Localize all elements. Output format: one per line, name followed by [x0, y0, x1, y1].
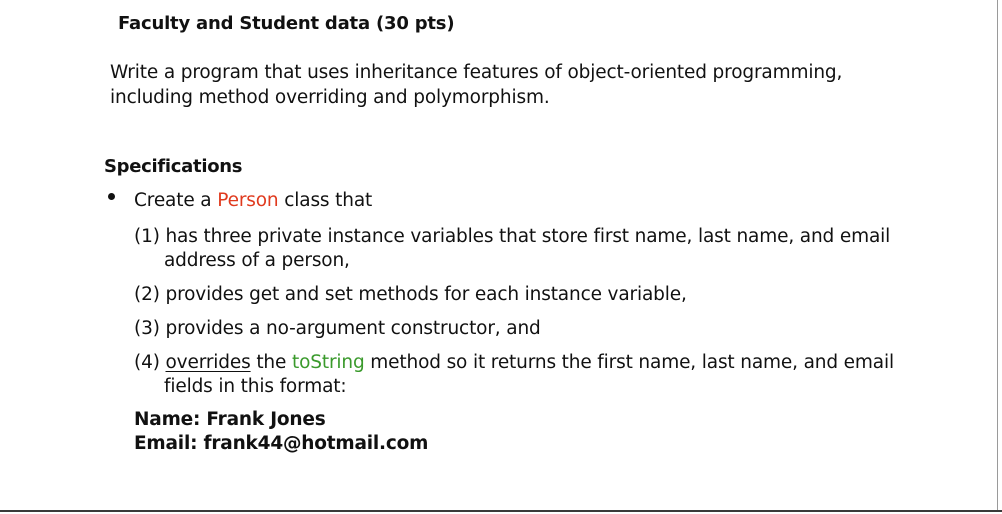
item-4-number: (4)	[134, 352, 166, 373]
sample-name-line: Name: Frank Jones	[134, 409, 326, 430]
sample-email-line: Email: frank44@hotmail.com	[134, 433, 429, 454]
page-bottom-border	[0, 510, 1002, 512]
person-class-name: Person	[217, 190, 279, 211]
bullet-dot-icon	[108, 193, 115, 200]
spec-item-2: (2) provides get and set methods for each instance variable,	[134, 284, 687, 305]
item-4-the: the	[250, 352, 292, 373]
intro-paragraph: Write a program that uses inheritance features of object-oriented programming, including method overriding and polymorphism.	[110, 62, 843, 108]
spec-item-3: (3) provides a no-argument constructor, and	[134, 318, 541, 339]
page-right-border	[997, 0, 998, 512]
bullet-prefix: Create a	[134, 190, 218, 211]
tostring-method-name: toString	[291, 352, 365, 373]
bullet-suffix: class that	[278, 190, 373, 211]
assignment-title: Faculty and Student data (30 pts)	[118, 13, 455, 34]
spec-item-1: (1) has three private instance variables that store first name, last name, and email address of a person,	[134, 226, 891, 271]
item-4-rest: method so it returns the first name, last name, and email fields in this format:	[164, 352, 894, 397]
bullet-create-person	[134, 190, 372, 211]
specifications-heading: Specifications	[104, 156, 243, 177]
overrides-word: overrides	[165, 352, 251, 373]
spec-item-4	[134, 351, 894, 399]
